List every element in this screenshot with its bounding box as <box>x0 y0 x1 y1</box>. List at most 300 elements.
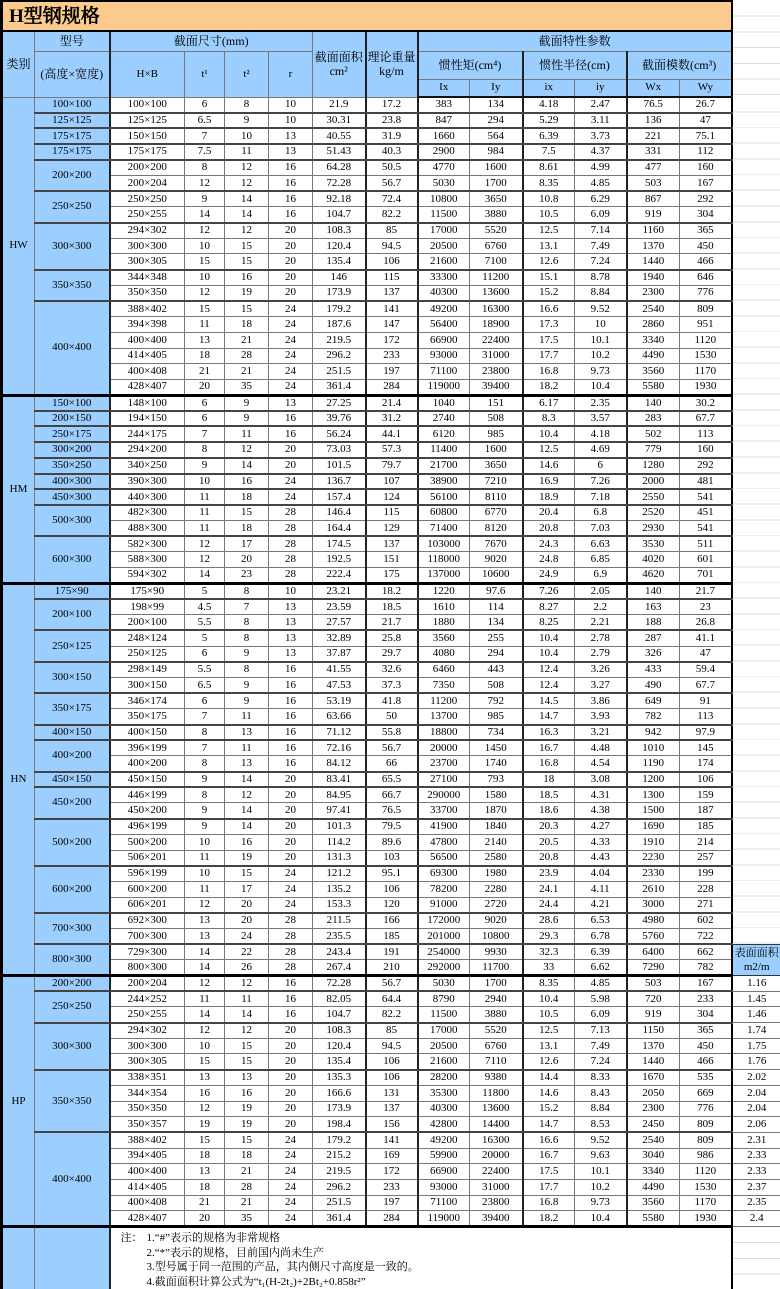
cell: 37.3 <box>366 677 418 693</box>
cell: 248×124 <box>110 630 185 646</box>
cell: 120 <box>366 897 418 913</box>
model-cell: 200×150 <box>35 411 110 427</box>
model-cell: 125×125 <box>35 113 110 129</box>
cell: 541 <box>680 521 732 537</box>
model-cell-empty <box>35 1227 110 1289</box>
cell: 13 <box>225 1070 269 1086</box>
cell: 49200 <box>418 301 470 317</box>
cell: 23.8 <box>366 113 418 129</box>
cell: 782 <box>627 709 680 725</box>
cell: 400×408 <box>110 1195 185 1211</box>
cell: 2280 <box>470 881 523 897</box>
note-item: 4.截面面积计算公式为“t₁(H-2t₂)+2Bt₂+0.858r²” <box>146 1275 366 1288</box>
surface-area-cell: 2.02 <box>732 1070 780 1086</box>
cell: 450 <box>680 238 732 254</box>
cell: 4.27 <box>575 819 627 835</box>
cell: 1610 <box>418 599 470 615</box>
model-cell: 450×300 <box>35 489 110 505</box>
cell: 292000 <box>418 960 470 976</box>
cell: 1910 <box>627 834 680 850</box>
cell: 6.09 <box>575 1007 627 1023</box>
cell: 20500 <box>418 1038 470 1054</box>
cell: 1660 <box>418 128 470 144</box>
empty-cell <box>732 458 780 474</box>
cell: 159 <box>680 787 732 803</box>
cell: 2000 <box>627 474 680 490</box>
cell: 185 <box>366 928 418 944</box>
cell: 134 <box>470 615 523 631</box>
cell: 1120 <box>680 1164 732 1180</box>
cell: 250×255 <box>110 207 185 223</box>
table-row <box>2 913 780 929</box>
table-row <box>2 787 780 803</box>
cell: 2580 <box>470 850 523 866</box>
cell: 5580 <box>627 379 680 395</box>
cell: 390×300 <box>110 474 185 490</box>
surface-area-cell: 2.33 <box>732 1164 780 1180</box>
cell: 600×200 <box>110 881 185 897</box>
cell: 1200 <box>627 772 680 788</box>
cell: 1670 <box>627 1070 680 1086</box>
cell: 662 <box>680 944 732 960</box>
empty-cell <box>732 474 780 490</box>
cell: 16.9 <box>523 474 575 490</box>
model-cell: 350×350 <box>35 270 110 301</box>
cell: 11 <box>225 709 269 725</box>
cell: 11200 <box>470 270 523 286</box>
cell: 172000 <box>418 913 470 929</box>
table-row <box>2 442 780 458</box>
cell: 11500 <box>418 207 470 223</box>
cell: 20 <box>185 1211 225 1227</box>
cell: 4.33 <box>575 834 627 850</box>
table-row <box>2 223 780 239</box>
cell: 250×125 <box>110 646 185 662</box>
model-cell: 400×200 <box>35 740 110 771</box>
cell: 17 <box>225 536 269 552</box>
cell: 72.28 <box>313 175 366 191</box>
cell: 82.2 <box>366 207 418 223</box>
cell: 21 <box>225 1195 269 1211</box>
cell: 3.57 <box>575 411 627 427</box>
cell: 160 <box>680 442 732 458</box>
cell: 115 <box>366 505 418 521</box>
cell: 9 <box>185 191 225 207</box>
cell: 284 <box>366 379 418 395</box>
cell: 734 <box>470 725 523 741</box>
cell: 82.2 <box>366 1007 418 1023</box>
empty-cell <box>732 866 780 882</box>
cell: 7.49 <box>575 1038 627 1054</box>
cell: 7.24 <box>575 254 627 270</box>
cell: 10.2 <box>575 348 627 364</box>
cell: 179.2 <box>313 301 366 317</box>
cell: 4.5 <box>185 599 225 615</box>
cell: 2900 <box>418 144 470 160</box>
cell: 284 <box>366 1211 418 1227</box>
cell: 1700 <box>470 976 523 992</box>
cell: 16.7 <box>523 740 575 756</box>
cell: 1170 <box>680 364 732 380</box>
cell: 10 <box>269 97 313 113</box>
cell: 25.8 <box>366 630 418 646</box>
cell: 490 <box>627 677 680 693</box>
cell: 1190 <box>627 756 680 772</box>
cell: 951 <box>680 317 732 333</box>
col-header-weight: 理论重量kg/m <box>366 31 418 97</box>
model-cell: 400×400 <box>35 1132 110 1226</box>
cell: 28 <box>269 536 313 552</box>
cell: 388×402 <box>110 1132 185 1148</box>
cell: 1600 <box>470 160 523 176</box>
cell: 1010 <box>627 740 680 756</box>
cell: 16 <box>269 991 313 1007</box>
cell: 57.3 <box>366 442 418 458</box>
cell: 12 <box>225 976 269 992</box>
cell: 13 <box>185 1164 225 1180</box>
cell: 4.69 <box>575 442 627 458</box>
cell: 10 <box>185 1038 225 1054</box>
cell: 23800 <box>470 364 523 380</box>
notes-label: 注： <box>120 1232 143 1244</box>
cell: 134 <box>470 97 523 113</box>
table-row <box>2 1023 780 1039</box>
table-row <box>2 1007 780 1023</box>
cell: 3000 <box>627 897 680 913</box>
cell: 125×125 <box>110 113 185 129</box>
cell: 2540 <box>627 301 680 317</box>
cell: 104.7 <box>313 207 366 223</box>
cell: 6 <box>185 646 225 662</box>
cell: 135.2 <box>313 881 366 897</box>
cell: 2610 <box>627 881 680 897</box>
cell: 400×150 <box>110 725 185 741</box>
empty-cell <box>732 709 780 725</box>
cell: 383 <box>418 97 470 113</box>
cell: 2740 <box>418 411 470 427</box>
cell: 28 <box>269 552 313 568</box>
cell: 15.2 <box>523 285 575 301</box>
cell: 782 <box>680 960 732 976</box>
cell: 11800 <box>470 1085 523 1101</box>
cell: 4.54 <box>575 756 627 772</box>
cell: 12 <box>225 223 269 239</box>
empty-cell <box>732 317 780 333</box>
cell: 500×200 <box>110 834 185 850</box>
cell: 1600 <box>470 442 523 458</box>
model-cell: 700×300 <box>35 913 110 944</box>
cell: 986 <box>680 1148 732 1164</box>
col-header-ix: ix <box>523 79 575 97</box>
cell: 101.3 <box>313 819 366 835</box>
cell: 466 <box>680 254 732 270</box>
table-row <box>2 583 780 599</box>
cell: 488×300 <box>110 521 185 537</box>
cell: 9 <box>225 646 269 662</box>
table-row <box>2 348 780 364</box>
cell: 12 <box>185 536 225 552</box>
cell: 9 <box>225 677 269 693</box>
cell: 20 <box>269 223 313 239</box>
model-cell: 175×90 <box>35 583 110 599</box>
cell: 2.05 <box>575 583 627 599</box>
cell: 15 <box>225 866 269 882</box>
model-cell: 175×175 <box>35 144 110 160</box>
cell: 251.5 <box>313 1195 366 1211</box>
model-cell: 200×100 <box>35 599 110 630</box>
cell: 4.48 <box>575 740 627 756</box>
cell: 12.4 <box>523 677 575 693</box>
cell: 12 <box>185 1101 225 1117</box>
cell: 63.66 <box>313 709 366 725</box>
cell: 17.7 <box>523 348 575 364</box>
cell: 18.5 <box>366 599 418 615</box>
cell: 16.8 <box>523 1195 575 1211</box>
cell: 800×300 <box>110 960 185 976</box>
cell: 10 <box>185 866 225 882</box>
cell: 16 <box>225 834 269 850</box>
cell: 72.4 <box>366 191 418 207</box>
cell: 6.62 <box>575 960 627 976</box>
cell: 192.5 <box>313 552 366 568</box>
cell: 1530 <box>680 348 732 364</box>
cell: 16 <box>269 693 313 709</box>
cell: 14 <box>225 191 269 207</box>
cell: 779 <box>627 442 680 458</box>
col-header-wy: Wy <box>680 79 732 97</box>
cell: 31000 <box>470 348 523 364</box>
cell: 24 <box>269 474 313 490</box>
cell: 16 <box>269 411 313 427</box>
cell: 16300 <box>470 1132 523 1148</box>
cell: 16 <box>225 1085 269 1101</box>
cell: 21700 <box>418 458 470 474</box>
cell: 6.85 <box>575 552 627 568</box>
cell: 12.5 <box>523 223 575 239</box>
cell: 4.85 <box>575 976 627 992</box>
cell: 20.4 <box>523 505 575 521</box>
cell: 106 <box>680 772 732 788</box>
cell: 985 <box>470 709 523 725</box>
cell: 6.78 <box>575 928 627 944</box>
cell: 16.8 <box>523 756 575 772</box>
cell: 649 <box>627 693 680 709</box>
cell: 24 <box>269 1148 313 1164</box>
cell: 3880 <box>470 1007 523 1023</box>
cell: 13 <box>269 144 313 160</box>
cell: 20.5 <box>523 834 575 850</box>
cell: 1220 <box>418 583 470 599</box>
empty-cell <box>732 599 780 615</box>
empty-cell <box>732 615 780 631</box>
cell: 179.2 <box>313 1132 366 1148</box>
cell: 8 <box>185 756 225 772</box>
cell: 26.7 <box>680 97 732 113</box>
cell: 24 <box>225 928 269 944</box>
cell: 221 <box>627 128 680 144</box>
cell: 2.47 <box>575 97 627 113</box>
cell: 16 <box>185 1085 225 1101</box>
cell: 197 <box>366 364 418 380</box>
cell: 92.18 <box>313 191 366 207</box>
cell: 95.1 <box>366 866 418 882</box>
cell: 8 <box>225 662 269 678</box>
category-cell-hn: HN <box>2 583 35 975</box>
cell: 146.4 <box>313 505 366 521</box>
cell: 15 <box>185 1054 225 1070</box>
cell: 22 <box>225 944 269 960</box>
cell: 9 <box>225 395 269 411</box>
cell: 428×407 <box>110 379 185 395</box>
cell: 16 <box>269 1007 313 1023</box>
cell: 69300 <box>418 866 470 882</box>
table-row <box>2 238 780 254</box>
cell: 6.17 <box>523 395 575 411</box>
cell: 20 <box>269 458 313 474</box>
cell: 8120 <box>470 521 523 537</box>
cell: 440×300 <box>110 489 185 505</box>
empty-cell <box>732 568 780 584</box>
cell: 15 <box>185 254 225 270</box>
cell: 79.5 <box>366 819 418 835</box>
cell: 4.43 <box>575 850 627 866</box>
cell: 137000 <box>418 568 470 584</box>
cell: 55.8 <box>366 725 418 741</box>
cell: 13 <box>225 725 269 741</box>
cell: 6.5 <box>185 113 225 129</box>
col-header-inertia-moment: 惯性矩(cm⁴) <box>418 51 523 79</box>
cell: 6.29 <box>575 191 627 207</box>
cell: 97.9 <box>680 725 732 741</box>
cell: 5 <box>185 583 225 599</box>
cell: 331 <box>627 144 680 160</box>
cell: 50.5 <box>366 160 418 176</box>
cell: 8 <box>185 160 225 176</box>
model-cell: 450×150 <box>35 772 110 788</box>
col-header-inertia-radius: 惯性半径(cm) <box>523 51 627 79</box>
table-row <box>2 881 780 897</box>
cell: 596×199 <box>110 866 185 882</box>
cell: 71400 <box>418 521 470 537</box>
cell: 131 <box>366 1085 418 1101</box>
cell: 21.7 <box>366 615 418 631</box>
cell: 28 <box>225 348 269 364</box>
cell: 23700 <box>418 756 470 772</box>
cell: 233 <box>366 1179 418 1195</box>
cell: 173.9 <box>313 1101 366 1117</box>
cell: 400×200 <box>110 756 185 772</box>
cell: 20 <box>269 1023 313 1039</box>
cell: 24 <box>269 881 313 897</box>
cell: 7.18 <box>575 489 627 505</box>
cell: 64.28 <box>313 160 366 176</box>
table-row <box>2 285 780 301</box>
cell: 7100 <box>470 254 523 270</box>
cell: 5030 <box>418 175 470 191</box>
table-row <box>2 270 780 286</box>
cell: 6.5 <box>185 677 225 693</box>
cell: 8110 <box>470 489 523 505</box>
cell: 388×402 <box>110 301 185 317</box>
cell: 5520 <box>470 1023 523 1039</box>
cell: 175 <box>366 568 418 584</box>
cell: 17.5 <box>523 1164 575 1180</box>
cell: 18 <box>185 1179 225 1195</box>
cell: 5520 <box>470 223 523 239</box>
col-header-hxb: H×B <box>110 51 185 97</box>
cell: 4490 <box>627 348 680 364</box>
col-header-t2: t² <box>225 51 269 97</box>
cell: 175×90 <box>110 583 185 599</box>
cell: 56.7 <box>366 740 418 756</box>
model-cell: 350×350 <box>35 1070 110 1133</box>
cell: 187 <box>680 803 732 819</box>
cell: 2520 <box>627 505 680 521</box>
cell: 20 <box>269 254 313 270</box>
title-row <box>2 1 780 31</box>
cell: 13 <box>269 128 313 144</box>
cell: 8.61 <box>523 160 575 176</box>
cell: 20 <box>269 270 313 286</box>
cell: 7 <box>185 128 225 144</box>
cell: 40.55 <box>313 128 366 144</box>
cell: 7 <box>185 426 225 442</box>
cell: 3560 <box>627 1195 680 1211</box>
cell: 28 <box>269 568 313 584</box>
cell: 153.3 <box>313 897 366 913</box>
cell: 76.5 <box>627 97 680 113</box>
cell: 163 <box>627 599 680 615</box>
cell: 511 <box>680 536 732 552</box>
cell: 365 <box>680 223 732 239</box>
cell: 15.1 <box>523 270 575 286</box>
cell: 8.25 <box>523 615 575 631</box>
cell: 3.26 <box>575 662 627 678</box>
cell: 160 <box>680 160 732 176</box>
cell: 250×255 <box>110 1007 185 1023</box>
cell: 244×175 <box>110 426 185 442</box>
cell: 10.5 <box>523 207 575 223</box>
table-row <box>2 568 780 584</box>
cell: 984 <box>470 144 523 160</box>
empty-cell <box>732 803 780 819</box>
cell: 19 <box>225 1101 269 1117</box>
cell: 13.1 <box>523 1038 575 1054</box>
cell: 118000 <box>418 552 470 568</box>
cell: 10 <box>269 583 313 599</box>
empty-cell <box>732 395 780 411</box>
cell: 8790 <box>418 991 470 1007</box>
cell: 47 <box>680 646 732 662</box>
cell: 28 <box>269 960 313 976</box>
cell: 14.5 <box>523 693 575 709</box>
cell: 942 <box>627 725 680 741</box>
cell: 24 <box>269 1195 313 1211</box>
cell: 2050 <box>627 1085 680 1101</box>
cell: 14 <box>185 207 225 223</box>
model-cell: 100×100 <box>35 97 110 113</box>
cell: 1880 <box>418 615 470 631</box>
cell: 12 <box>185 897 225 913</box>
cell: 169 <box>366 1148 418 1164</box>
cell: 56.7 <box>366 175 418 191</box>
model-cell: 250×250 <box>35 191 110 222</box>
cell: 7 <box>185 740 225 756</box>
cell: 776 <box>680 1101 732 1117</box>
cell: 4.18 <box>523 97 575 113</box>
cell: 4.37 <box>575 144 627 160</box>
empty-cell <box>732 725 780 741</box>
